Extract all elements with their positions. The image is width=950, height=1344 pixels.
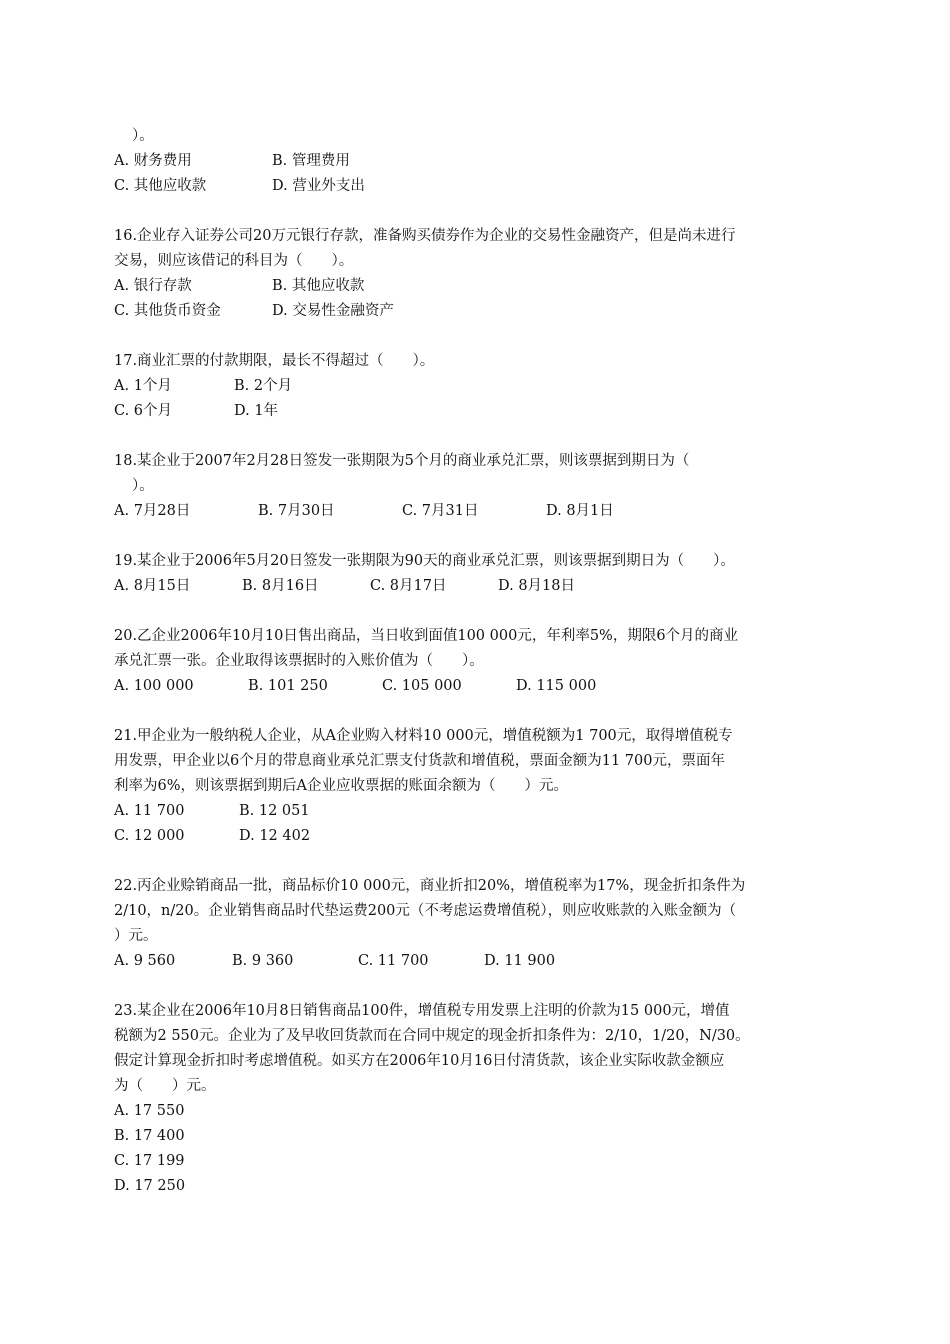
- option-row: [114, 799, 854, 824]
- option-d: D. 115 000: [516, 678, 597, 694]
- question-block: [114, 149, 854, 224]
- option-d: D. 8月1日: [546, 503, 614, 519]
- option-b: B. 101 250: [248, 678, 328, 694]
- question-gap: [114, 974, 854, 999]
- questions-list: [114, 149, 854, 1199]
- question-text-line: 23.某企业在2006年10月8日销售商品100件，增值税专用发票上注明的价款为15 000元，增值: [114, 1003, 730, 1019]
- question-text-line: 税额为2 550元。企业为了及早收回货款而在合同中规定的现金折扣条件为：2/10，1/20，N/30。: [114, 1028, 750, 1044]
- option-d: D. 12 402: [239, 828, 311, 844]
- option-a: A. 8月15日: [114, 578, 191, 594]
- option-a: A. 17 550: [114, 1103, 185, 1119]
- option-a: A. 9 560: [114, 953, 176, 969]
- question-text-line: 2/10，n/20。企业销售商品时代垫运费200元（不考虑运费增值税），则应收账款的入账金额为（: [114, 903, 737, 919]
- question-text-line: 承兑汇票一张。企业取得该票据时的入账价值为（ ）。: [114, 653, 484, 669]
- document-page: [114, 124, 854, 1199]
- option-b: B. 其他应收款: [272, 278, 365, 294]
- option-c: C. 11 700: [358, 953, 429, 969]
- option-row: [114, 1099, 854, 1124]
- question-text-line: 用发票，甲企业以6个月的带息商业承兑汇票支付货款和增值税，票面金额为11 700元，票面年: [114, 753, 725, 769]
- option-row: [114, 149, 854, 174]
- question-block: [114, 449, 854, 549]
- option-row: [114, 824, 854, 849]
- question-gap: [114, 849, 854, 874]
- option-row: [114, 674, 854, 699]
- option-row: [114, 499, 854, 524]
- question-block: [114, 349, 854, 449]
- question-text-line: 19.某企业于2006年5月20日签发一张期限为90天的商业承兑汇票，则该票据到期日为（ ）。: [114, 553, 735, 569]
- question-gap: [114, 199, 854, 224]
- question-gap: [114, 424, 854, 449]
- option-row: [114, 574, 854, 599]
- option-c: C. 6个月: [114, 403, 173, 419]
- option-b: B. 9 360: [232, 953, 294, 969]
- option-d: D. 11 900: [484, 953, 556, 969]
- option-row: [114, 174, 854, 199]
- question-text-line: 22.丙企业赊销商品一批，商品标价10 000元，商业折扣20%，增值税率为17%，现金折扣条件为: [114, 878, 746, 894]
- question-text-line: 假定计算现金折扣时考虑增值税。如买方在2006年10月16日付清货款，该企业实际收款金额应: [114, 1053, 725, 1069]
- option-d: D. 1年: [234, 403, 279, 419]
- question-gap: [114, 599, 854, 624]
- option-row: [114, 949, 854, 974]
- option-c: C. 其他货币资金: [114, 303, 221, 319]
- option-c: C. 8月17日: [370, 578, 447, 594]
- question-text-line: 为（ ）元。: [114, 1078, 216, 1094]
- option-c: C. 12 000: [114, 828, 185, 844]
- option-d: D. 营业外支出: [272, 178, 365, 194]
- question-text-line: 18.某企业于2007年2月28日签发一张期限为5个月的商业承兑汇票，则该票据到期日为（: [114, 453, 690, 469]
- question-block: [114, 999, 854, 1199]
- option-a: A. 100 000: [114, 678, 194, 694]
- option-a: A. 银行存款: [114, 278, 192, 294]
- question-block: [114, 624, 854, 724]
- option-b: B. 17 400: [114, 1128, 185, 1144]
- question-block: [114, 549, 854, 624]
- question-text-line: ）元。: [114, 928, 158, 944]
- option-row: [114, 1149, 854, 1174]
- option-b: B. 7月30日: [258, 503, 335, 519]
- option-a: A. 7月28日: [114, 503, 191, 519]
- question-block: [114, 724, 854, 874]
- question-text-line: 20.乙企业2006年10月10日售出商品，当日收到面值100 000元，年利率5%，期限6个月的商业: [114, 628, 739, 644]
- question-gap: [114, 524, 854, 549]
- option-d: D. 8月18日: [498, 578, 576, 594]
- question-gap: [114, 324, 854, 349]
- option-c: C. 17 199: [114, 1153, 185, 1169]
- option-d: D. 17 250: [114, 1178, 186, 1194]
- question-text-line: ）。: [132, 478, 154, 494]
- option-c: C. 其他应收款: [114, 178, 207, 194]
- question-gap: [114, 699, 854, 724]
- option-row: [114, 399, 854, 424]
- option-row: [114, 1174, 854, 1199]
- option-a: A. 财务费用: [114, 153, 192, 169]
- option-a: A. 1个月: [114, 378, 172, 394]
- option-b: B. 8月16日: [242, 578, 319, 594]
- question-block: [114, 224, 854, 349]
- question-text-line: 21.甲企业为一般纳税人企业，从A企业购入材料10 000元，增值税额为1 700元，取得增值税专: [114, 728, 733, 744]
- option-row: [114, 274, 854, 299]
- option-d: D. 交易性金融资产: [272, 303, 394, 319]
- option-row: [114, 299, 854, 324]
- question-text-line: 交易，则应该借记的科目为（ ）。: [114, 253, 354, 269]
- question-text-line: 16.企业存入证券公司20万元银行存款，准备购买债券作为企业的交易性金融资产，但是尚未进行: [114, 228, 736, 244]
- question-text-line: 17.商业汇票的付款期限，最长不得超过（ ）。: [114, 353, 435, 369]
- question-text-line: 利率为6%，则该票据到期后A企业应收票据的账面余额为（ ）元。: [114, 778, 568, 794]
- question-block: [114, 874, 854, 999]
- option-b: B. 2个月: [234, 378, 293, 394]
- option-a: A. 11 700: [114, 803, 185, 819]
- option-row: [114, 1124, 854, 1149]
- option-c: C. 105 000: [382, 678, 462, 694]
- fragment-line: ）。: [132, 128, 154, 144]
- option-row: [114, 374, 854, 399]
- option-b: B. 12 051: [239, 803, 310, 819]
- option-c: C. 7月31日: [402, 503, 479, 519]
- option-b: B. 管理费用: [272, 153, 350, 169]
